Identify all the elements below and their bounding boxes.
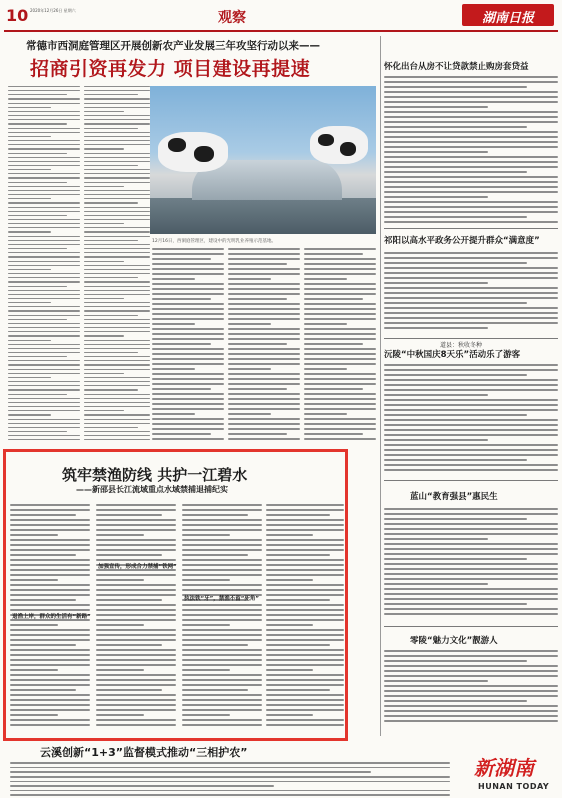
right-divider (384, 228, 558, 229)
featured-body-col4 (266, 504, 344, 734)
right-story4-body (384, 508, 558, 618)
right-story3-kicker: 道县：秋收冬种 (440, 342, 483, 349)
right-story5-body (384, 650, 558, 730)
masthead-rule (4, 30, 558, 32)
watermark-logo (470, 752, 558, 796)
bottom-headline: 云溪创新“1+3”监督模式推动“三相护农” (40, 746, 248, 759)
right-story3-body (384, 364, 558, 474)
right-divider (384, 626, 558, 627)
featured-headline: 筑牢禁渔防线 共护一江碧水 (62, 466, 248, 484)
right-story4-title: 蓝山“教育强县”惠民生 (410, 492, 498, 502)
column-divider (380, 36, 381, 736)
right-divider (384, 338, 558, 339)
featured-body-col3 (182, 504, 262, 734)
lead-body-col2 (84, 86, 150, 441)
right-story1-title: 怀化出台从房不让贷款禁止购房套贷益 (384, 62, 529, 72)
featured-subhead-3: 执法铁“牙”，禁渔不留“死角” (184, 596, 259, 602)
featured-body-col2 (96, 504, 176, 734)
cow-sculpture (158, 132, 228, 172)
lead-photo-caption: 12月16日，西洞庭管理区，建设中的光明乳业养殖示范基地。 (152, 239, 276, 244)
featured-subhead-2: 加强宣传，形成合力禁捕“铁网” (98, 564, 177, 570)
lead-photo (150, 86, 376, 234)
bottom-body (10, 762, 450, 796)
right-story5-title: 零陵“魅力文化”靓游人 (410, 636, 498, 646)
date-line: 2020年12月26日 星期六 (30, 8, 76, 13)
lead-body-col4 (228, 248, 300, 443)
featured-subheadline: ——新邵县长江流域重点水域禁捕退捕纪实 (76, 485, 228, 494)
watermark-logo-cn: 新湖南 (474, 756, 534, 780)
photo-ground (150, 198, 376, 234)
right-story1-body (384, 76, 558, 226)
right-divider (384, 480, 558, 481)
featured-subhead-1: 退渔上岸，群众的生活有“新路” (12, 614, 91, 620)
masthead (0, 0, 562, 30)
right-story2-body (384, 252, 558, 334)
logo-text: 湖南日报 (481, 11, 534, 26)
section-title: 观察 (218, 10, 246, 26)
lead-headline: 招商引资再发力 项目建设再提速 (30, 58, 311, 80)
cow-sculpture (310, 126, 368, 164)
page-number: 10 (6, 6, 29, 25)
lead-body-col1 (8, 86, 80, 441)
lead-kicker: 常德市西洞庭管理区开展创新农产业发展三年攻坚行动以来—— (26, 40, 320, 52)
lead-body-col5 (304, 248, 376, 443)
newspaper-logo (462, 4, 554, 26)
right-story2-title: 祁阳以高水平政务公开提升群众“满意度” (384, 236, 540, 246)
right-story3-title: 沅陵“中秋国庆8天乐”活动乐了游客 (384, 350, 521, 360)
lead-body-col3 (152, 248, 224, 443)
watermark-logo-en: HUNAN TODAY (478, 782, 550, 791)
